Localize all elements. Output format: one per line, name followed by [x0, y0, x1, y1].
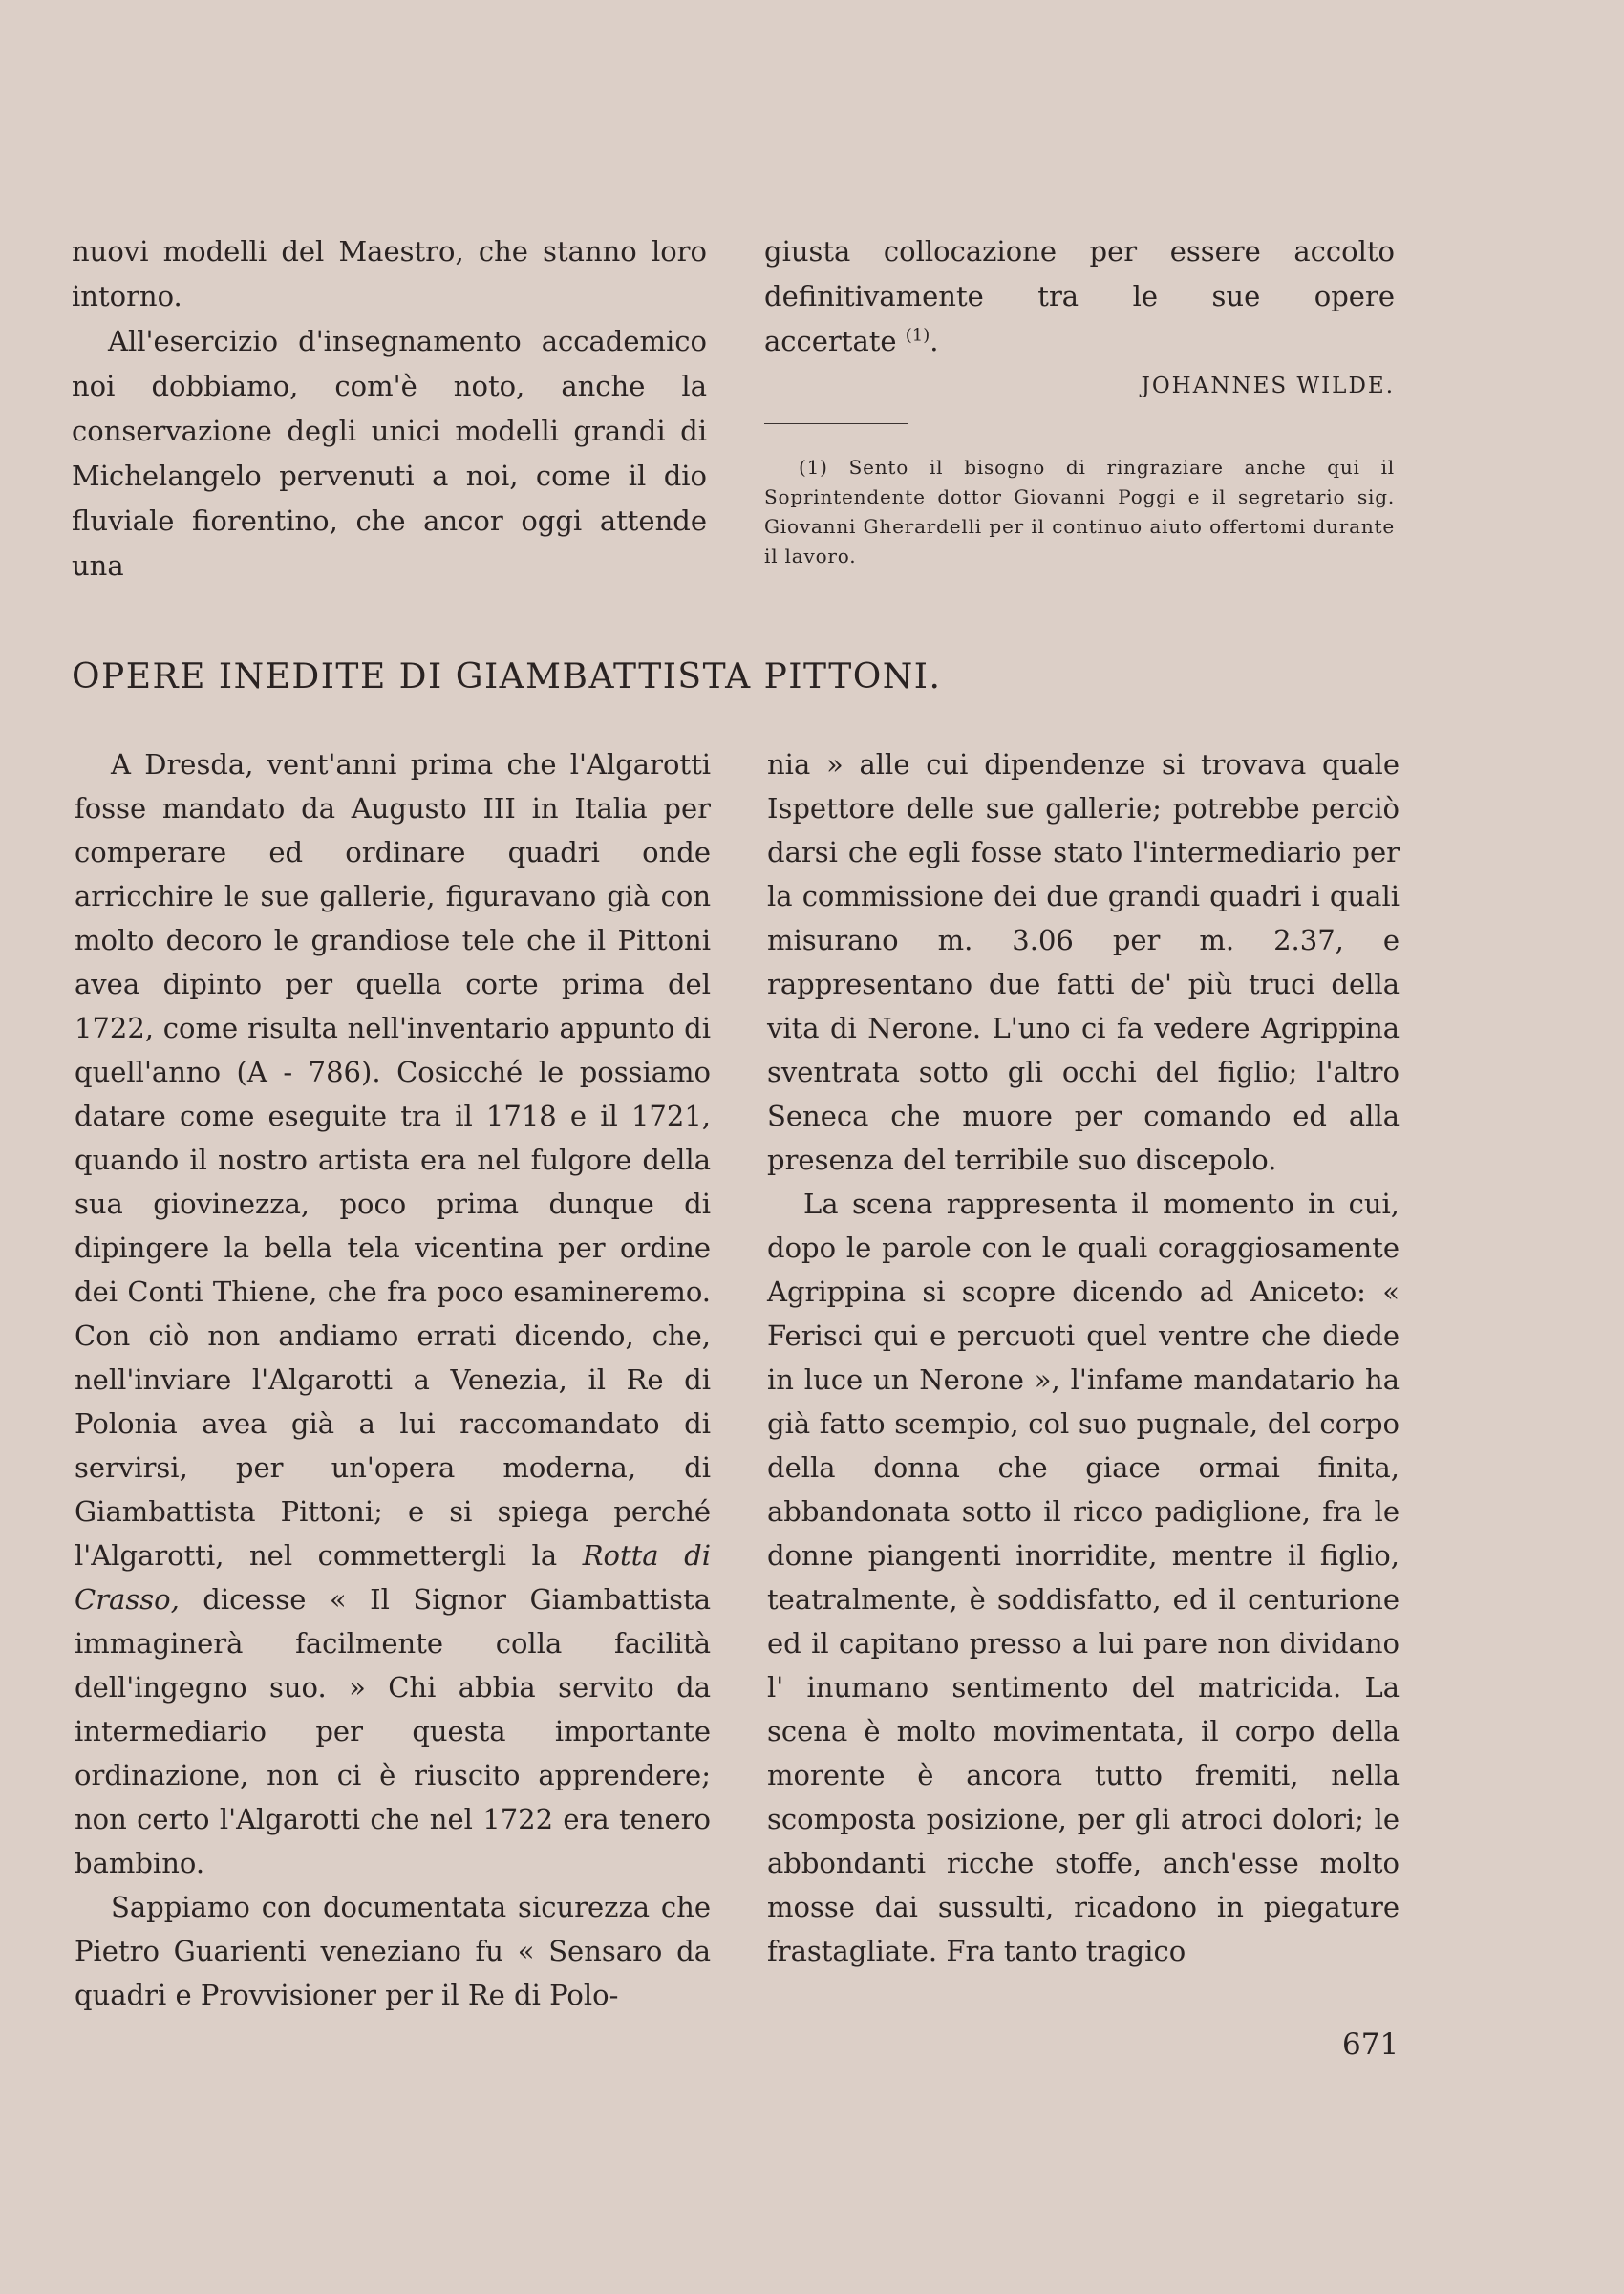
- paragraph: La scena rappresenta il momento in cui, dopo le parole con le quali coraggiosamente Agrippina si scopre dicendo ad Aniceto: « Ferisci qui e percuoti quel ventre che diede in luce un Nerone », l'infame mandatario ha già fatto scempio, col suo pugnale, del corpo della donna che giace ormai finita, abbandonata sotto il ricco padiglione, fra le donne piangenti inorridite, mentre il figlio, teatralmente, è soddisfatto, ed il centurione ed il capitano presso a lui pare non dividano l' inumano sentimento del matricida. La scena è molto movimentata, il corpo della morente è ancora tutto fremiti, nella scomposta posizione, per gli atroci dolori; le abbondanti ricche stoffe, anch'esse molto mosse dai sussulti, ricadono in piegature frastagliate. Fra tanto tragico: [767, 1188, 1400, 1967]
- paragraph-text: giusta collocazione per essere accolto definitivamente tra le sue opere accertate: [764, 235, 1395, 357]
- paragraph-text: dicesse « Il Signor Giambattista immaginerà facilmente colla facilità dell'ingegno suo. » Chi abbia servito da intermediario per questa importante ordinazione, non ci è riuscito apprendere; non certo l'Algarotti che nel 1722 era tenero bambino.: [75, 1583, 711, 1879]
- footnote-reference: (1): [905, 325, 930, 346]
- paragraph: [764, 229, 1395, 364]
- author-signature: JOHANNES WILDE.: [1141, 374, 1395, 398]
- footnote: (1) Sento il bisogno di ringraziare anche qui il Soprintendente dottor Giovanni Poggi e il segretario sig. Giovanni Gherardelli per il continuo aiuto offertomi durante il lavoro.: [764, 456, 1395, 568]
- footnote-divider: [764, 423, 908, 424]
- paragraph: All'esercizio d'insegnamento accademico noi dobbiamo, com'è noto, anche la conservazione degli unici modelli grandi di Michelangelo pervenuti a noi, come il dio fluviale fiorentino, che ancor oggi attende una: [72, 325, 707, 582]
- top-right-column: [764, 229, 1395, 571]
- paragraph-end: .: [930, 325, 939, 357]
- main-left-column: [75, 742, 711, 2017]
- paragraph: nuovi modelli del Maestro, che stanno loro intorno.: [72, 235, 707, 312]
- paragraph: nia » alle cui dipendenze si trovava quale Ispettore delle sue gallerie; potrebbe perciò darsi che egli fosse stato l'intermediario per la commissione dei due grandi quadri i quali misurano m. 3.06 per m. 2.37, e rappresentano due fatti de' più truci della vita di Nerone. L'uno ci fa vedere Agrippina sventrata sotto gli occhi del figlio; l'altro Seneca che muore per comando ed alla presenza del terribile suo discepolo.: [767, 748, 1400, 1176]
- paragraph-text: A Dresda, vent'anni prima che l'Algarotti fosse mandato da Augusto III in Italia per comperare ed ordinare quadri onde arricchire le sue gallerie, figuravano già con molto decoro le grandiose tele che il Pittoni avea dipinto per quella corte prima del 1722, come risulta nell'inventario appunto di quell'anno (A - 786). Cosicché le possiamo datare come eseguite tra il 1718 e il 1721, quando il nostro artista era nel fulgore della sua giovinezza, poco prima dunque di dipingere la bella tela vicentina per ordine dei Conti Thiene, che fra poco esamineremo. Con ciò non andiamo errati dicendo, che, nell'inviare l'Algarotti a Venezia, il Re di Polonia avea già a lui raccomandato di servirsi, per un'opera moderna, di Giambattista Pittoni; e si spiega perché l'Algarotti, nel commettergli la: [75, 748, 711, 1572]
- paragraph: [75, 742, 711, 1885]
- article-title: OPERE INEDITE DI GIAMBATTISTA PITTONI.: [72, 657, 942, 697]
- top-left-column: [72, 229, 707, 589]
- page-number: 671: [1342, 2027, 1400, 2062]
- main-right-column: [767, 742, 1400, 1973]
- italic-title: Rotta di Crasso,: [75, 1539, 711, 1616]
- paragraph: Sappiamo con documentata sicurezza che Pietro Guarienti veneziano fu « Sensaro da quadri e Provvisioner per il Re di Polo-: [75, 1891, 711, 2011]
